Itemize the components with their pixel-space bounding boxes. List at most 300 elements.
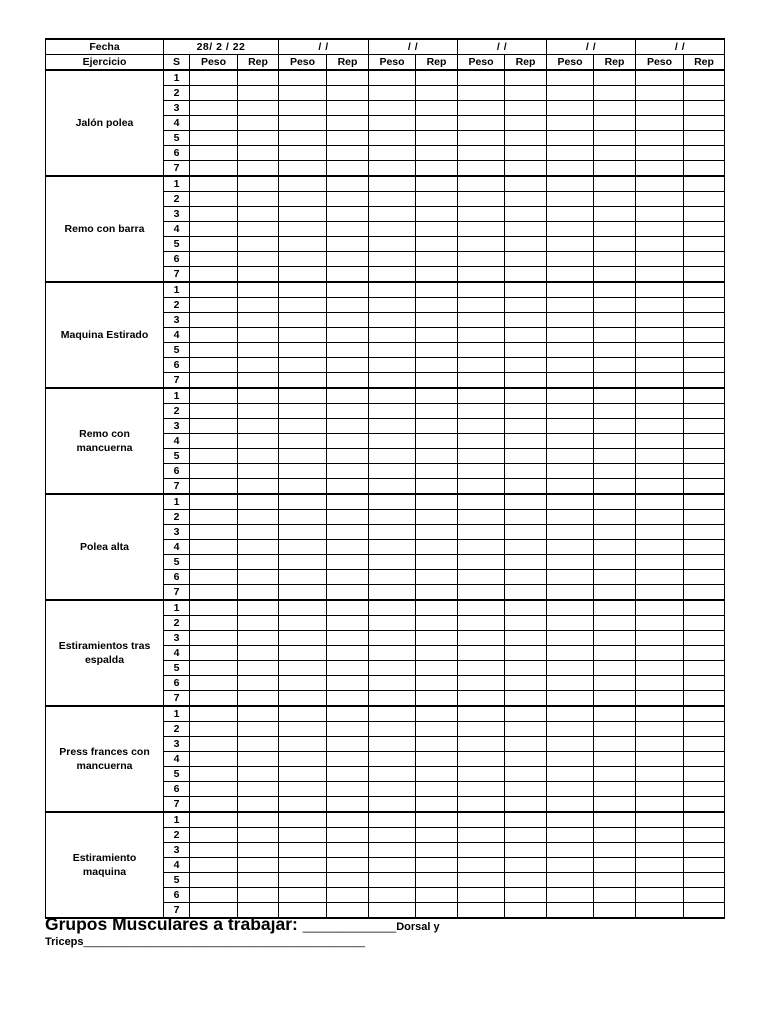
weight-entry-cell[interactable] bbox=[369, 434, 416, 449]
reps-entry-cell[interactable] bbox=[327, 706, 369, 722]
reps-entry-cell[interactable] bbox=[505, 737, 547, 752]
reps-entry-cell[interactable] bbox=[594, 570, 636, 585]
reps-entry-cell[interactable] bbox=[505, 600, 547, 616]
reps-entry-cell[interactable] bbox=[327, 161, 369, 177]
weight-entry-cell[interactable] bbox=[458, 131, 505, 146]
reps-entry-cell[interactable] bbox=[684, 267, 725, 283]
weight-entry-cell[interactable] bbox=[547, 419, 594, 434]
reps-entry-cell[interactable] bbox=[505, 313, 547, 328]
reps-entry-cell[interactable] bbox=[238, 767, 279, 782]
reps-entry-cell[interactable] bbox=[505, 86, 547, 101]
weight-entry-cell[interactable] bbox=[547, 404, 594, 419]
reps-entry-cell[interactable] bbox=[594, 131, 636, 146]
date-3-cell[interactable]: / / bbox=[369, 39, 458, 55]
weight-entry-cell[interactable] bbox=[190, 343, 238, 358]
weight-entry-cell[interactable] bbox=[458, 888, 505, 903]
weight-entry-cell[interactable] bbox=[369, 706, 416, 722]
weight-entry-cell[interactable] bbox=[190, 252, 238, 267]
weight-entry-cell[interactable] bbox=[458, 207, 505, 222]
weight-entry-cell[interactable] bbox=[279, 858, 327, 873]
weight-entry-cell[interactable] bbox=[547, 555, 594, 570]
weight-entry-cell[interactable] bbox=[547, 691, 594, 707]
reps-entry-cell[interactable] bbox=[238, 343, 279, 358]
weight-entry-cell[interactable] bbox=[458, 843, 505, 858]
reps-entry-cell[interactable] bbox=[238, 631, 279, 646]
weight-entry-cell[interactable] bbox=[190, 419, 238, 434]
weight-entry-cell[interactable] bbox=[547, 600, 594, 616]
weight-entry-cell[interactable] bbox=[190, 843, 238, 858]
reps-entry-cell[interactable] bbox=[238, 646, 279, 661]
reps-entry-cell[interactable] bbox=[416, 646, 458, 661]
reps-entry-cell[interactable] bbox=[238, 388, 279, 404]
weight-entry-cell[interactable] bbox=[190, 373, 238, 389]
reps-entry-cell[interactable] bbox=[684, 631, 725, 646]
reps-entry-cell[interactable] bbox=[594, 373, 636, 389]
weight-entry-cell[interactable] bbox=[636, 101, 684, 116]
reps-entry-cell[interactable] bbox=[505, 706, 547, 722]
reps-entry-cell[interactable] bbox=[505, 797, 547, 813]
reps-entry-cell[interactable] bbox=[684, 570, 725, 585]
weight-entry-cell[interactable] bbox=[279, 192, 327, 207]
reps-entry-cell[interactable] bbox=[505, 843, 547, 858]
reps-entry-cell[interactable] bbox=[505, 828, 547, 843]
reps-entry-cell[interactable] bbox=[238, 782, 279, 797]
reps-entry-cell[interactable] bbox=[505, 282, 547, 298]
weight-entry-cell[interactable] bbox=[279, 737, 327, 752]
reps-entry-cell[interactable] bbox=[416, 797, 458, 813]
reps-entry-cell[interactable] bbox=[416, 252, 458, 267]
weight-entry-cell[interactable] bbox=[547, 282, 594, 298]
weight-entry-cell[interactable] bbox=[458, 222, 505, 237]
weight-entry-cell[interactable] bbox=[458, 328, 505, 343]
weight-entry-cell[interactable] bbox=[369, 737, 416, 752]
weight-entry-cell[interactable] bbox=[279, 706, 327, 722]
reps-entry-cell[interactable] bbox=[327, 616, 369, 631]
reps-entry-cell[interactable] bbox=[238, 676, 279, 691]
weight-entry-cell[interactable] bbox=[636, 434, 684, 449]
reps-entry-cell[interactable] bbox=[238, 419, 279, 434]
reps-entry-cell[interactable] bbox=[505, 646, 547, 661]
reps-entry-cell[interactable] bbox=[327, 676, 369, 691]
reps-entry-cell[interactable] bbox=[416, 555, 458, 570]
reps-entry-cell[interactable] bbox=[238, 222, 279, 237]
date-1-cell[interactable]: 28/ 2 / 22 bbox=[164, 39, 279, 55]
reps-entry-cell[interactable] bbox=[327, 282, 369, 298]
reps-entry-cell[interactable] bbox=[327, 873, 369, 888]
weight-entry-cell[interactable] bbox=[190, 237, 238, 252]
reps-entry-cell[interactable] bbox=[327, 661, 369, 676]
reps-entry-cell[interactable] bbox=[684, 828, 725, 843]
weight-entry-cell[interactable] bbox=[369, 298, 416, 313]
weight-entry-cell[interactable] bbox=[636, 782, 684, 797]
reps-entry-cell[interactable] bbox=[238, 661, 279, 676]
weight-entry-cell[interactable] bbox=[458, 252, 505, 267]
weight-entry-cell[interactable] bbox=[458, 237, 505, 252]
weight-entry-cell[interactable] bbox=[636, 479, 684, 495]
weight-entry-cell[interactable] bbox=[458, 631, 505, 646]
reps-entry-cell[interactable] bbox=[594, 176, 636, 192]
weight-entry-cell[interactable] bbox=[369, 646, 416, 661]
reps-entry-cell[interactable] bbox=[505, 752, 547, 767]
weight-entry-cell[interactable] bbox=[279, 419, 327, 434]
weight-entry-cell[interactable] bbox=[547, 131, 594, 146]
reps-entry-cell[interactable] bbox=[238, 161, 279, 177]
weight-entry-cell[interactable] bbox=[369, 555, 416, 570]
weight-entry-cell[interactable] bbox=[369, 464, 416, 479]
reps-entry-cell[interactable] bbox=[327, 252, 369, 267]
weight-entry-cell[interactable] bbox=[636, 388, 684, 404]
weight-entry-cell[interactable] bbox=[279, 434, 327, 449]
reps-entry-cell[interactable] bbox=[684, 313, 725, 328]
reps-entry-cell[interactable] bbox=[684, 419, 725, 434]
reps-entry-cell[interactable] bbox=[684, 101, 725, 116]
weight-entry-cell[interactable] bbox=[190, 131, 238, 146]
reps-entry-cell[interactable] bbox=[505, 691, 547, 707]
reps-entry-cell[interactable] bbox=[238, 797, 279, 813]
reps-entry-cell[interactable] bbox=[684, 510, 725, 525]
reps-entry-cell[interactable] bbox=[505, 222, 547, 237]
weight-entry-cell[interactable] bbox=[369, 176, 416, 192]
weight-entry-cell[interactable] bbox=[636, 343, 684, 358]
weight-entry-cell[interactable] bbox=[636, 86, 684, 101]
reps-entry-cell[interactable] bbox=[327, 646, 369, 661]
reps-entry-cell[interactable] bbox=[594, 494, 636, 510]
reps-entry-cell[interactable] bbox=[327, 70, 369, 86]
reps-entry-cell[interactable] bbox=[594, 797, 636, 813]
weight-entry-cell[interactable] bbox=[636, 404, 684, 419]
reps-entry-cell[interactable] bbox=[416, 358, 458, 373]
reps-entry-cell[interactable] bbox=[238, 328, 279, 343]
weight-entry-cell[interactable] bbox=[190, 70, 238, 86]
reps-entry-cell[interactable] bbox=[684, 192, 725, 207]
weight-entry-cell[interactable] bbox=[636, 192, 684, 207]
weight-entry-cell[interactable] bbox=[369, 116, 416, 131]
weight-entry-cell[interactable] bbox=[636, 843, 684, 858]
reps-entry-cell[interactable] bbox=[594, 70, 636, 86]
reps-entry-cell[interactable] bbox=[684, 737, 725, 752]
weight-entry-cell[interactable] bbox=[369, 782, 416, 797]
weight-entry-cell[interactable] bbox=[369, 282, 416, 298]
weight-entry-cell[interactable] bbox=[547, 646, 594, 661]
reps-entry-cell[interactable] bbox=[238, 86, 279, 101]
reps-entry-cell[interactable] bbox=[684, 646, 725, 661]
weight-entry-cell[interactable] bbox=[369, 207, 416, 222]
reps-entry-cell[interactable] bbox=[594, 737, 636, 752]
weight-entry-cell[interactable] bbox=[369, 525, 416, 540]
reps-entry-cell[interactable] bbox=[416, 616, 458, 631]
reps-entry-cell[interactable] bbox=[684, 131, 725, 146]
reps-entry-cell[interactable] bbox=[416, 146, 458, 161]
weight-entry-cell[interactable] bbox=[369, 252, 416, 267]
weight-entry-cell[interactable] bbox=[547, 479, 594, 495]
reps-entry-cell[interactable] bbox=[327, 737, 369, 752]
reps-entry-cell[interactable] bbox=[238, 722, 279, 737]
reps-entry-cell[interactable] bbox=[416, 131, 458, 146]
weight-entry-cell[interactable] bbox=[458, 101, 505, 116]
reps-entry-cell[interactable] bbox=[327, 449, 369, 464]
weight-entry-cell[interactable] bbox=[458, 676, 505, 691]
weight-entry-cell[interactable] bbox=[636, 525, 684, 540]
weight-entry-cell[interactable] bbox=[369, 585, 416, 601]
reps-entry-cell[interactable] bbox=[684, 540, 725, 555]
reps-entry-cell[interactable] bbox=[416, 494, 458, 510]
reps-entry-cell[interactable] bbox=[327, 464, 369, 479]
weight-entry-cell[interactable] bbox=[369, 540, 416, 555]
weight-entry-cell[interactable] bbox=[547, 858, 594, 873]
reps-entry-cell[interactable] bbox=[416, 706, 458, 722]
weight-entry-cell[interactable] bbox=[458, 313, 505, 328]
weight-entry-cell[interactable] bbox=[547, 494, 594, 510]
reps-entry-cell[interactable] bbox=[238, 101, 279, 116]
weight-entry-cell[interactable] bbox=[190, 207, 238, 222]
weight-entry-cell[interactable] bbox=[458, 343, 505, 358]
weight-entry-cell[interactable] bbox=[547, 767, 594, 782]
reps-entry-cell[interactable] bbox=[416, 631, 458, 646]
weight-entry-cell[interactable] bbox=[190, 434, 238, 449]
reps-entry-cell[interactable] bbox=[238, 70, 279, 86]
weight-entry-cell[interactable] bbox=[369, 313, 416, 328]
reps-entry-cell[interactable] bbox=[238, 525, 279, 540]
reps-entry-cell[interactable] bbox=[327, 600, 369, 616]
reps-entry-cell[interactable] bbox=[327, 494, 369, 510]
reps-entry-cell[interactable] bbox=[594, 161, 636, 177]
reps-entry-cell[interactable] bbox=[505, 252, 547, 267]
weight-entry-cell[interactable] bbox=[547, 585, 594, 601]
weight-entry-cell[interactable] bbox=[369, 767, 416, 782]
reps-entry-cell[interactable] bbox=[594, 404, 636, 419]
reps-entry-cell[interactable] bbox=[594, 631, 636, 646]
reps-entry-cell[interactable] bbox=[684, 282, 725, 298]
reps-entry-cell[interactable] bbox=[238, 373, 279, 389]
reps-entry-cell[interactable] bbox=[594, 222, 636, 237]
reps-entry-cell[interactable] bbox=[594, 192, 636, 207]
reps-entry-cell[interactable] bbox=[505, 479, 547, 495]
reps-entry-cell[interactable] bbox=[327, 388, 369, 404]
weight-entry-cell[interactable] bbox=[547, 388, 594, 404]
reps-entry-cell[interactable] bbox=[416, 404, 458, 419]
reps-entry-cell[interactable] bbox=[505, 812, 547, 828]
reps-entry-cell[interactable] bbox=[238, 828, 279, 843]
weight-entry-cell[interactable] bbox=[190, 752, 238, 767]
weight-entry-cell[interactable] bbox=[547, 661, 594, 676]
weight-entry-cell[interactable] bbox=[458, 388, 505, 404]
weight-entry-cell[interactable] bbox=[458, 706, 505, 722]
weight-entry-cell[interactable] bbox=[547, 161, 594, 177]
reps-entry-cell[interactable] bbox=[327, 101, 369, 116]
reps-entry-cell[interactable] bbox=[505, 510, 547, 525]
weight-entry-cell[interactable] bbox=[369, 343, 416, 358]
reps-entry-cell[interactable] bbox=[594, 237, 636, 252]
weight-entry-cell[interactable] bbox=[369, 404, 416, 419]
weight-entry-cell[interactable] bbox=[190, 706, 238, 722]
weight-entry-cell[interactable] bbox=[636, 737, 684, 752]
weight-entry-cell[interactable] bbox=[458, 176, 505, 192]
weight-entry-cell[interactable] bbox=[190, 585, 238, 601]
reps-entry-cell[interactable] bbox=[416, 828, 458, 843]
reps-entry-cell[interactable] bbox=[684, 176, 725, 192]
reps-entry-cell[interactable] bbox=[238, 252, 279, 267]
reps-entry-cell[interactable] bbox=[684, 343, 725, 358]
weight-entry-cell[interactable] bbox=[636, 646, 684, 661]
reps-entry-cell[interactable] bbox=[327, 116, 369, 131]
weight-entry-cell[interactable] bbox=[369, 192, 416, 207]
weight-entry-cell[interactable] bbox=[190, 600, 238, 616]
weight-entry-cell[interactable] bbox=[458, 494, 505, 510]
weight-entry-cell[interactable] bbox=[369, 631, 416, 646]
reps-entry-cell[interactable] bbox=[238, 358, 279, 373]
weight-entry-cell[interactable] bbox=[547, 298, 594, 313]
reps-entry-cell[interactable] bbox=[505, 358, 547, 373]
reps-entry-cell[interactable] bbox=[594, 812, 636, 828]
weight-entry-cell[interactable] bbox=[190, 812, 238, 828]
reps-entry-cell[interactable] bbox=[238, 555, 279, 570]
reps-entry-cell[interactable] bbox=[416, 373, 458, 389]
weight-entry-cell[interactable] bbox=[547, 358, 594, 373]
reps-entry-cell[interactable] bbox=[505, 464, 547, 479]
reps-entry-cell[interactable] bbox=[416, 676, 458, 691]
weight-entry-cell[interactable] bbox=[279, 661, 327, 676]
weight-entry-cell[interactable] bbox=[458, 691, 505, 707]
reps-entry-cell[interactable] bbox=[684, 525, 725, 540]
weight-entry-cell[interactable] bbox=[458, 419, 505, 434]
reps-entry-cell[interactable] bbox=[416, 767, 458, 782]
reps-entry-cell[interactable] bbox=[684, 116, 725, 131]
reps-entry-cell[interactable] bbox=[684, 146, 725, 161]
reps-entry-cell[interactable] bbox=[238, 873, 279, 888]
weight-entry-cell[interactable] bbox=[279, 570, 327, 585]
weight-entry-cell[interactable] bbox=[369, 570, 416, 585]
weight-entry-cell[interactable] bbox=[458, 646, 505, 661]
weight-entry-cell[interactable] bbox=[279, 161, 327, 177]
weight-entry-cell[interactable] bbox=[458, 873, 505, 888]
reps-entry-cell[interactable] bbox=[594, 146, 636, 161]
reps-entry-cell[interactable] bbox=[594, 540, 636, 555]
reps-entry-cell[interactable] bbox=[416, 343, 458, 358]
date-4-cell[interactable]: / / bbox=[458, 39, 547, 55]
reps-entry-cell[interactable] bbox=[505, 146, 547, 161]
weight-entry-cell[interactable] bbox=[458, 737, 505, 752]
weight-entry-cell[interactable] bbox=[369, 358, 416, 373]
reps-entry-cell[interactable] bbox=[684, 373, 725, 389]
weight-entry-cell[interactable] bbox=[636, 176, 684, 192]
weight-entry-cell[interactable] bbox=[369, 146, 416, 161]
weight-entry-cell[interactable] bbox=[279, 646, 327, 661]
weight-entry-cell[interactable] bbox=[636, 449, 684, 464]
reps-entry-cell[interactable] bbox=[594, 646, 636, 661]
reps-entry-cell[interactable] bbox=[684, 86, 725, 101]
reps-entry-cell[interactable] bbox=[505, 585, 547, 601]
weight-entry-cell[interactable] bbox=[190, 797, 238, 813]
reps-entry-cell[interactable] bbox=[238, 207, 279, 222]
reps-entry-cell[interactable] bbox=[416, 298, 458, 313]
weight-entry-cell[interactable] bbox=[279, 101, 327, 116]
weight-entry-cell[interactable] bbox=[547, 570, 594, 585]
reps-entry-cell[interactable] bbox=[416, 388, 458, 404]
reps-entry-cell[interactable] bbox=[505, 176, 547, 192]
weight-entry-cell[interactable] bbox=[547, 252, 594, 267]
weight-entry-cell[interactable] bbox=[369, 328, 416, 343]
weight-entry-cell[interactable] bbox=[369, 86, 416, 101]
weight-entry-cell[interactable] bbox=[190, 404, 238, 419]
weight-entry-cell[interactable] bbox=[636, 616, 684, 631]
weight-entry-cell[interactable] bbox=[279, 282, 327, 298]
reps-entry-cell[interactable] bbox=[594, 706, 636, 722]
weight-entry-cell[interactable] bbox=[369, 222, 416, 237]
weight-entry-cell[interactable] bbox=[636, 373, 684, 389]
reps-entry-cell[interactable] bbox=[505, 888, 547, 903]
weight-entry-cell[interactable] bbox=[190, 691, 238, 707]
weight-entry-cell[interactable] bbox=[547, 812, 594, 828]
reps-entry-cell[interactable] bbox=[416, 176, 458, 192]
weight-entry-cell[interactable] bbox=[369, 449, 416, 464]
reps-entry-cell[interactable] bbox=[594, 767, 636, 782]
reps-entry-cell[interactable] bbox=[327, 328, 369, 343]
reps-entry-cell[interactable] bbox=[684, 494, 725, 510]
reps-entry-cell[interactable] bbox=[594, 888, 636, 903]
weight-entry-cell[interactable] bbox=[190, 570, 238, 585]
reps-entry-cell[interactable] bbox=[327, 146, 369, 161]
weight-entry-cell[interactable] bbox=[190, 873, 238, 888]
weight-entry-cell[interactable] bbox=[636, 494, 684, 510]
reps-entry-cell[interactable] bbox=[416, 434, 458, 449]
weight-entry-cell[interactable] bbox=[190, 525, 238, 540]
reps-entry-cell[interactable] bbox=[684, 358, 725, 373]
reps-entry-cell[interactable] bbox=[238, 267, 279, 283]
reps-entry-cell[interactable] bbox=[684, 676, 725, 691]
weight-entry-cell[interactable] bbox=[369, 101, 416, 116]
reps-entry-cell[interactable] bbox=[684, 555, 725, 570]
weight-entry-cell[interactable] bbox=[636, 888, 684, 903]
weight-entry-cell[interactable] bbox=[636, 419, 684, 434]
reps-entry-cell[interactable] bbox=[327, 631, 369, 646]
weight-entry-cell[interactable] bbox=[458, 282, 505, 298]
reps-entry-cell[interactable] bbox=[505, 343, 547, 358]
weight-entry-cell[interactable] bbox=[636, 146, 684, 161]
weight-entry-cell[interactable] bbox=[458, 358, 505, 373]
weight-entry-cell[interactable] bbox=[279, 252, 327, 267]
weight-entry-cell[interactable] bbox=[279, 767, 327, 782]
weight-entry-cell[interactable] bbox=[190, 661, 238, 676]
reps-entry-cell[interactable] bbox=[505, 631, 547, 646]
weight-entry-cell[interactable] bbox=[369, 858, 416, 873]
weight-entry-cell[interactable] bbox=[279, 404, 327, 419]
weight-entry-cell[interactable] bbox=[279, 752, 327, 767]
weight-entry-cell[interactable] bbox=[458, 434, 505, 449]
reps-entry-cell[interactable] bbox=[594, 676, 636, 691]
reps-entry-cell[interactable] bbox=[416, 267, 458, 283]
weight-entry-cell[interactable] bbox=[458, 449, 505, 464]
reps-entry-cell[interactable] bbox=[594, 343, 636, 358]
reps-entry-cell[interactable] bbox=[238, 479, 279, 495]
reps-entry-cell[interactable] bbox=[416, 449, 458, 464]
weight-entry-cell[interactable] bbox=[636, 313, 684, 328]
reps-entry-cell[interactable] bbox=[505, 494, 547, 510]
reps-entry-cell[interactable] bbox=[594, 252, 636, 267]
reps-entry-cell[interactable] bbox=[327, 373, 369, 389]
weight-entry-cell[interactable] bbox=[547, 86, 594, 101]
reps-entry-cell[interactable] bbox=[594, 585, 636, 601]
weight-entry-cell[interactable] bbox=[190, 616, 238, 631]
weight-entry-cell[interactable] bbox=[547, 222, 594, 237]
weight-entry-cell[interactable] bbox=[279, 373, 327, 389]
reps-entry-cell[interactable] bbox=[594, 479, 636, 495]
reps-entry-cell[interactable] bbox=[416, 192, 458, 207]
reps-entry-cell[interactable] bbox=[684, 600, 725, 616]
weight-entry-cell[interactable] bbox=[190, 388, 238, 404]
reps-entry-cell[interactable] bbox=[416, 661, 458, 676]
weight-entry-cell[interactable] bbox=[190, 479, 238, 495]
reps-entry-cell[interactable] bbox=[505, 767, 547, 782]
